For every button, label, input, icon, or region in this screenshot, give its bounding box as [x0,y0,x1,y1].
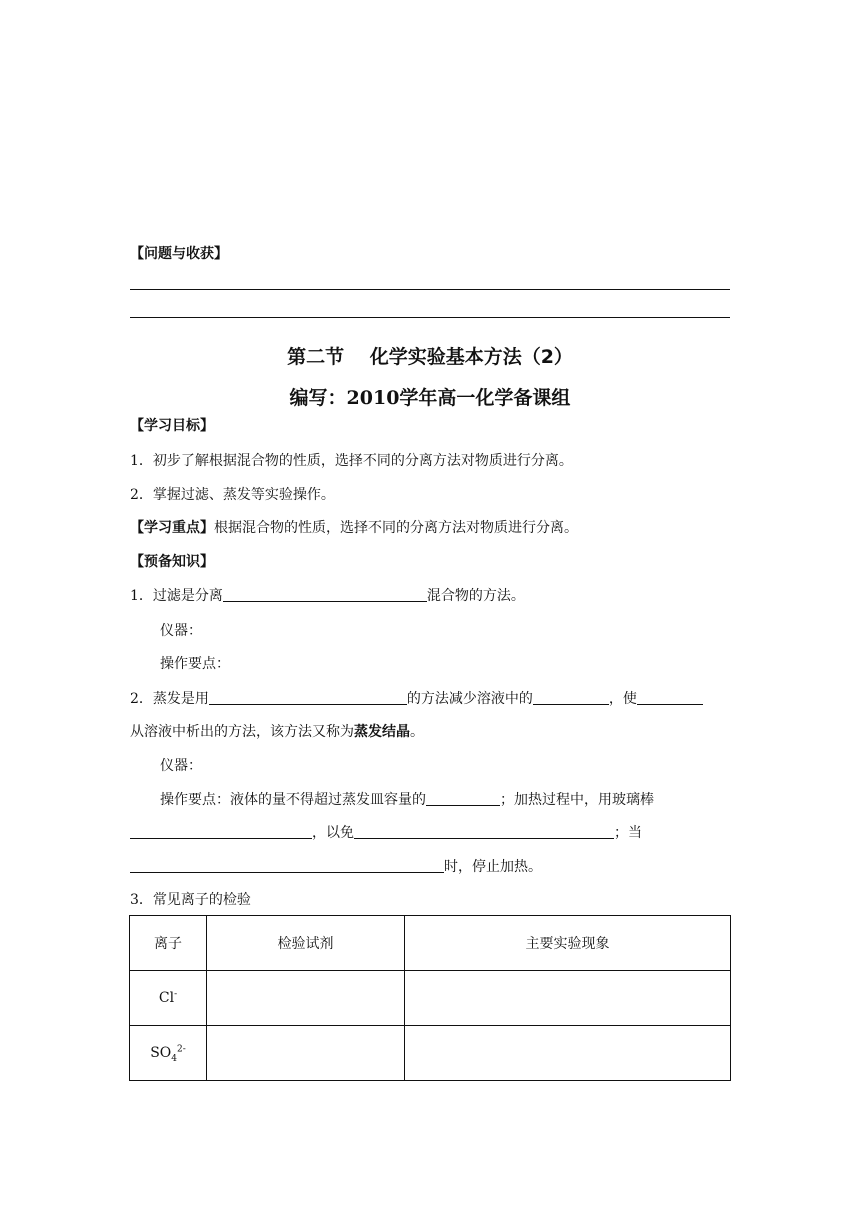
header-phenomenon: 主要实验现象 [405,916,731,971]
filtration-instrument: 仪器： [160,623,202,639]
evap-text-d: 从溶液中析出的方法，该方法又称为 [130,724,354,740]
ions-heading: 3．常见离子的检验 [130,892,251,908]
ion-cell [130,1026,207,1081]
phenomenon-cell[interactable] [405,971,731,1026]
key-point-label: 【学习重点】 [130,520,214,536]
evaporation-ops-line-1 [160,791,654,809]
ion-test-table [129,915,731,1081]
blank-avoid[interactable] [354,824,614,839]
blank-evap-substance[interactable] [533,690,609,705]
table-row [130,1026,731,1081]
ion-charge: 2- [177,1044,186,1055]
filtration-text-a: 1．过滤是分离 [130,588,223,604]
table-header-row [130,916,731,971]
ion-symbol: Cl [158,990,175,1006]
goal-item: 1．初步了解根据混合物的性质，选择不同的分离方法对物质进行分离。 [130,453,573,469]
section-subtitle: 编写：2010学年高一化学备课组 [289,387,571,409]
header-reagent: 检验试剂 [207,916,405,971]
evaporation-line-2 [130,723,424,741]
answer-line-1 [130,289,730,290]
filtration-ops: 操作要点： [160,656,230,672]
evap-crystallization-term: 蒸发结晶 [354,724,410,740]
reagent-cell[interactable] [207,1026,405,1081]
phenomenon-cell[interactable] [405,1026,731,1081]
goals-heading: 【学习目标】 [130,418,214,434]
ion-symbol: SO [150,1045,172,1061]
blank-evap-method[interactable] [209,690,407,705]
evaporation-instrument: 仪器： [160,758,202,774]
evap-ops-text-d: ；当 [614,825,642,841]
key-point [130,519,578,537]
blank-stirring[interactable] [130,824,312,839]
filtration-text-b: 混合物的方法。 [426,588,525,604]
header-ion: 离子 [130,916,207,971]
evap-ops-text-a: 操作要点：液体的量不得超过蒸发皿容量的 [160,792,426,808]
blank-capacity[interactable] [426,791,500,806]
evap-ops-text-e: 时，停止加热。 [444,859,542,875]
evap-text-e: 。 [410,724,424,740]
evap-text-c: ，使 [608,691,637,707]
evap-text-a: 2．蒸发是用 [130,691,209,707]
answer-line-2 [130,317,730,318]
evap-ops-text-c: ，以免 [312,825,354,841]
evap-text-b: 的方法减少溶液中的 [406,691,533,707]
harvest-heading: 【问题与收获】 [130,246,228,262]
goal-item: 2．掌握过滤、蒸发等实验操作。 [130,487,335,503]
blank-mixture-type[interactable] [223,587,427,602]
ion-charge: - [174,989,178,1000]
ion-subscript: 4 [171,1053,178,1064]
ion-cell [130,971,207,1026]
filtration-line [130,587,525,605]
evaporation-ops-line-3 [130,858,542,876]
key-point-text: 根据混合物的性质，选择不同的分离方法对物质进行分离。 [214,520,578,536]
blank-evap-solute[interactable] [637,690,703,705]
evap-ops-text-b: ；加热过程中，用玻璃棒 [500,792,654,808]
evaporation-ops-line-2 [130,824,642,842]
table-row [130,971,731,1026]
prep-heading: 【预备知识】 [130,554,214,570]
reagent-cell[interactable] [207,971,405,1026]
evaporation-line-1 [130,690,703,708]
blank-when-stop[interactable] [130,858,444,873]
section-title: 第二节 化学实验基本方法（2） [287,346,573,368]
